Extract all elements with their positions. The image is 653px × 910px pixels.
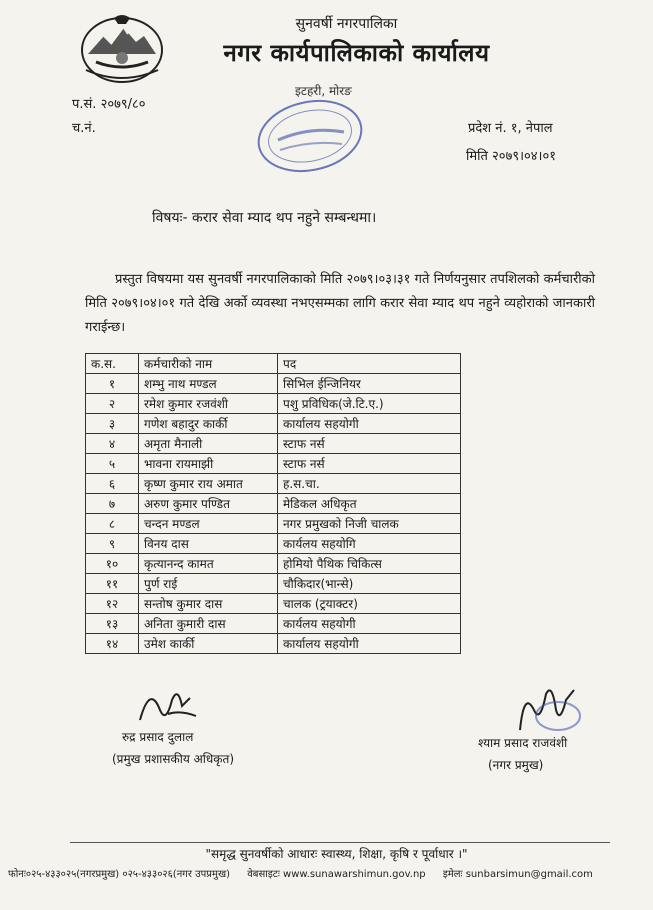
table-row xyxy=(86,454,461,474)
table-header-row xyxy=(86,354,461,374)
row-serial: ११ xyxy=(86,574,139,594)
row-serial: १२ xyxy=(86,594,139,614)
table-row xyxy=(86,514,461,534)
row-post: स्टाफ नर्स xyxy=(278,434,461,454)
row-employee-name: अरुण कुमार पण्डित xyxy=(139,494,278,514)
row-employee-name: विनय दास xyxy=(139,534,278,554)
row-employee-name: चन्दन मण्डल xyxy=(139,514,278,534)
right-signatory-name: श्याम प्रसाद राजवंशी xyxy=(478,736,568,750)
footer-motto: "समृद्ध सुनवर्षीको आधारः स्वास्थ्य, शिक्षा, कृषि र पूर्वाधार ।" xyxy=(205,847,468,861)
row-serial: ९ xyxy=(86,534,139,554)
ps-number: प.सं. २०७९/८० xyxy=(72,97,146,112)
province-label: प्रदेश नं. १, नेपाल xyxy=(468,121,553,136)
row-serial: ८ xyxy=(86,514,139,534)
letter-date: मिति २०७९।०४।०१ xyxy=(466,149,556,164)
row-serial: ६ xyxy=(86,474,139,494)
row-post: स्टाफ नर्स xyxy=(278,454,461,474)
footer-email[interactable]: इमेलः sunbarsimun@gmail.com xyxy=(442,869,593,880)
row-serial: १३ xyxy=(86,614,139,634)
row-post: कार्यालय सहयोगी xyxy=(278,414,461,434)
left-signatory-title: (प्रमुख प्रशासकीय अधिकृत) xyxy=(112,752,235,766)
row-post: कार्यलय सहयोगि xyxy=(278,534,461,554)
row-employee-name: भावना रायमाझी xyxy=(139,454,278,474)
header-post: पद xyxy=(278,354,461,374)
row-serial: १० xyxy=(86,554,139,574)
row-employee-name: शम्भु नाथ मण्डल xyxy=(139,374,278,394)
table-row xyxy=(86,554,461,574)
row-employee-name: गणेश बहादुर कार्की xyxy=(139,414,278,434)
row-serial: २ xyxy=(86,394,139,414)
row-post: कार्यलय सहयोगी xyxy=(278,614,461,634)
table-row xyxy=(86,414,461,434)
row-post: मेडिकल अधिकृत xyxy=(278,494,461,514)
row-employee-name: अमृता मैनाली xyxy=(139,434,278,454)
row-employee-name: अनिता कुमारी दास xyxy=(139,614,278,634)
body-paragraph: प्रस्तुत विषयमा यस सुनवर्षी नगरपालिकाको मिति २०७९।०३।३१ गते निर्णयनुसार तपशिलको कर्मचारीको मिति २०७९।०४।०१ गते देखि अर्को व्यवस्था नभएसम्मका लागि करार सेवा म्याद थप नहुने व्यहोराको जानकारी गराईन्छ। xyxy=(85,272,595,335)
right-signatory-title: (नगर प्रमुख) xyxy=(488,758,544,772)
table-row xyxy=(86,634,461,654)
row-post: चौकिदार(भान्से) xyxy=(278,574,461,594)
row-post: होमियो पैथिक चिकित्स xyxy=(278,554,461,574)
row-serial: ५ xyxy=(86,454,139,474)
row-employee-name: रमेश कुमार रजवंशी xyxy=(139,394,278,414)
left-signature-icon xyxy=(130,680,210,730)
row-serial: ४ xyxy=(86,434,139,454)
row-post: सिभिल ईन्जिनियर xyxy=(278,374,461,394)
municipality-name: सुनवर्षी नगरपालिका xyxy=(295,16,398,32)
table-row xyxy=(86,574,461,594)
table-row xyxy=(86,614,461,634)
row-employee-name: पुर्ण राई xyxy=(139,574,278,594)
row-post: कार्यालय सहयोगी xyxy=(278,634,461,654)
row-serial: १४ xyxy=(86,634,139,654)
row-employee-name: कृत्यानन्द कामत xyxy=(139,554,278,574)
row-post: नगर प्रमुखको निजी चालक xyxy=(278,514,461,534)
table-row xyxy=(86,374,461,394)
office-stamp-icon xyxy=(250,96,370,176)
row-employee-name: सन्तोष कुमार दास xyxy=(139,594,278,614)
footer-phone: फोनः०२५-४३३०२५(नगरप्रमुख) ०२५-४३३०२६(नगर उपप्रमुख) xyxy=(8,869,231,880)
office-name: नगर कार्यपालिकाको कार्यालय xyxy=(223,39,490,67)
subject-line: विषयः- करार सेवा म्याद थप नहुने सम्बन्धमा। xyxy=(152,210,377,226)
header-name: कर्मचारीको नाम xyxy=(139,354,278,374)
row-post: ह.स.चा. xyxy=(278,474,461,494)
row-employee-name: कृष्ण कुमार राय अमात xyxy=(139,474,278,494)
office-location: इटहरी, मोरङ xyxy=(295,84,352,98)
table-row xyxy=(86,474,461,494)
table-row xyxy=(86,534,461,554)
row-post: चालक (ट्रयाक्टर) xyxy=(278,594,461,614)
footer-contact xyxy=(8,866,607,880)
row-serial: ७ xyxy=(86,494,139,514)
header-serial: क.स. xyxy=(86,354,139,374)
cn-number: च.नं. xyxy=(72,121,96,136)
left-signatory-name: रुद्र प्रसाद दुलाल xyxy=(122,730,194,744)
employee-table xyxy=(85,353,461,654)
table-row xyxy=(86,594,461,614)
row-serial: ३ xyxy=(86,414,139,434)
row-post: पशु प्रविधिक(जे.टि.ए.) xyxy=(278,394,461,414)
right-signature-icon xyxy=(500,680,590,740)
table-row xyxy=(86,434,461,454)
table-row xyxy=(86,494,461,514)
row-serial: १ xyxy=(86,374,139,394)
row-employee-name: उमेश कार्की xyxy=(139,634,278,654)
footer-divider xyxy=(70,842,610,843)
footer-website[interactable]: वेबसाइटः www.sunawarshimun.gov.np xyxy=(247,869,426,880)
table-row xyxy=(86,394,461,414)
